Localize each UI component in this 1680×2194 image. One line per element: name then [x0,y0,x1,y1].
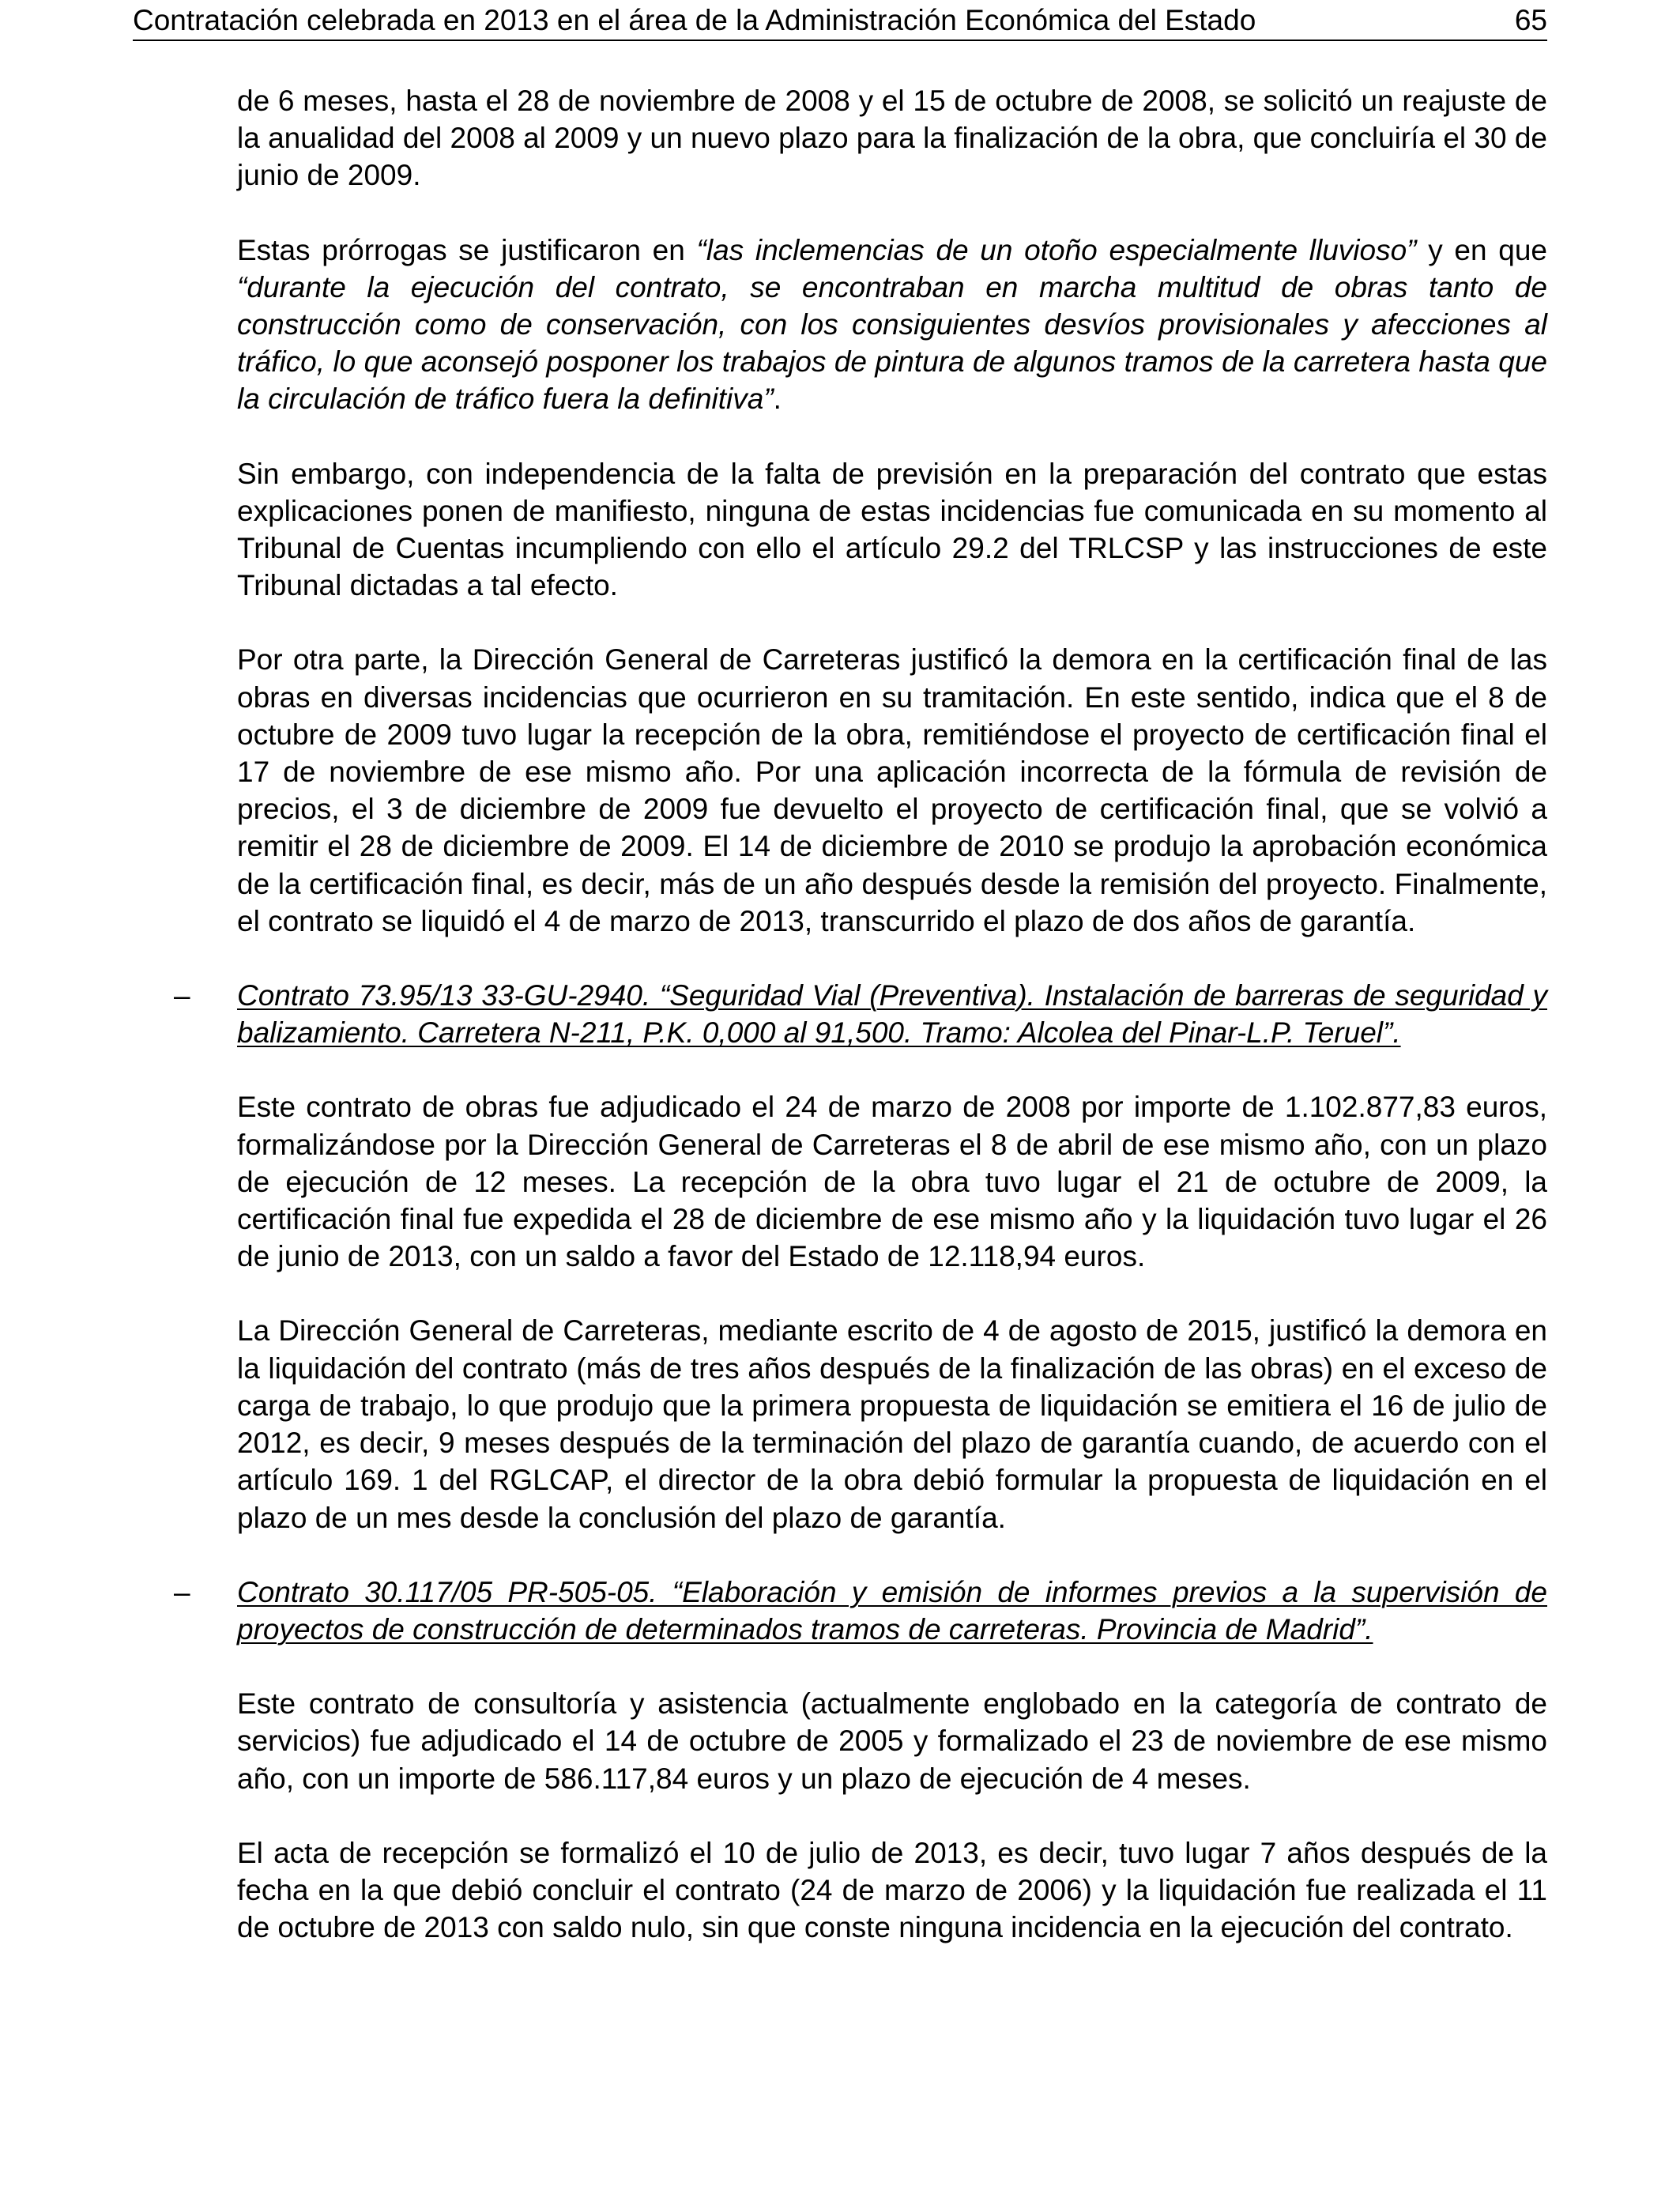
justification-connector: y en que [1416,233,1548,266]
contract-item-gu-2940 [174,977,1547,1051]
dash-bullet: – [174,1575,190,1608]
contract-title-pr-505-05: Contrato 30.117/05 PR-505-05. “Elaboración y emisión de informes previos a la supervisión de proyectos de construcción de determinados tramos de carreteras. Provincia de Madrid”. [237,1575,1547,1646]
paragraph-final-certification-delay: Por otra parte, la Dirección General de Carreteras justificó la demora en la certificación final de las obras en diversas incidencias que ocurrieron en su tramitación. En este sentido, indica que el 8 de octubre de 2009 tuvo lugar la recepción de la obra, remitiéndose el proyecto de certificación final el 17 de noviembre de ese mismo año. Por una aplicación incorrecta de la fórmula de revisión de precios, el 3 de diciembre de 2009 fue devuelto el proyecto de certificación final, que se volvió a remitir el 28 de diciembre de 2009. El 14 de diciembre de 2010 se produjo la aprobación económica de la certificación final, es decir, más de un año después desde la remisión del proyecto. Finalmente, el contrato se liquidó el 4 de marzo de 2013, transcurrido el plazo de dos años de garantía. [237,643,1547,937]
paragraph-contract-pr-505-05-reception: El acta de recepción se formalizó el 10 de julio de 2013, es decir, tuvo lugar 7 años después de la fecha en la que debió concluir el contrato (24 de marzo de 2006) y la liquidación fue realizada el 11 de octubre de 2013 con saldo nulo, sin que conste ninguna incidencia en la ejecución del contrato. [237,1836,1547,1944]
contract-item-pr-505-05 [174,1574,1547,1648]
running-header [133,0,1547,41]
document-body [174,82,1548,1946]
paragraph-contract-gu-2940-liquidation-delay: La Dirección General de Carreteras, mediante escrito de 4 de agosto de 2015, justificó la demora en la liquidación del contrato (más de tres años después de la finalización de las obras) en el exceso de carga de trabajo, lo que produjo que la primera propuesta de liquidación se emitiera el 16 de julio de 2012, es decir, 9 meses después de la terminación del plazo de garantía cuando, de acuerdo con el artículo 169. 1 del RGLCAP, el director de la obra debió formular la propuesta de liquidación en el plazo de un mes desde la conclusión del plazo de garantía. [237,1314,1547,1534]
paragraph-extension-justification [237,232,1547,418]
page-number: 65 [1514,4,1547,36]
paragraph-incidents-not-reported: Sin embargo, con independencia de la falta de previsión en la preparación del contrato que estas explicaciones ponen de manifiesto, ninguna de estas incidencias fue comunicada en su momento al Tribunal de Cuentas incumpliendo con ello el artículo 29.2 del TRLCSP y las instrucciones de este Tribunal dictadas a tal efecto. [237,457,1547,602]
paragraph-contract-pr-505-05-details: Este contrato de consultoría y asistencia (actualmente englobado en la categoría de contrato de servicios) fue adjudicado el 14 de octubre de 2005 y formalizado el 23 de noviembre de ese mismo año, con un importe de 586.117,84 euros y un plazo de ejecución de 4 meses. [237,1687,1547,1795]
header-title: Contratación celebrada en 2013 en el área de la Administración Económica del Estado [133,4,1256,36]
justification-end: . [773,383,782,416]
justification-intro: Estas prórrogas se justificaron en [237,233,697,266]
paragraph-extension-request: de 6 meses, hasta el 28 de noviembre de 2008 y el 15 de octubre de 2008, se solicitó un reajuste de la anualidad del 2008 al 2009 y un nuevo plazo para la finalización de la obra, que concluiría el 30 de junio de 2009. [237,85,1547,192]
paragraph-contract-gu-2940-details: Este contrato de obras fue adjudicado el 24 de marzo de 2008 por importe de 1.102.877,83 euros, formalizándose por la Dirección General de Carreteras el 8 de abril de ese mismo año, con un plazo de ejecución de 12 meses. La recepción de la obra tuvo lugar el 21 de octubre de 2009, la certificación final fue expedida el 28 de diciembre de ese mismo año y la liquidación tuvo lugar el 26 de junio de 2013, con un saldo a favor del Estado de 12.118,94 euros. [237,1091,1547,1273]
dash-bullet: – [174,979,190,1012]
contract-title-gu-2940: Contrato 73.95/13 33-GU-2940. “Seguridad Vial (Preventiva). Instalación de barreras de seguridad y balizamiento. Carretera N-211, P.K. 0,000 al 91,500. Tramo: Alcolea del Pinar-L.P. Teruel”. [237,979,1547,1050]
quote-works-in-progress: “durante la ejecución del contrato, se encontraban en marcha multitud de obras tanto de construcción como de conservación, con los consiguientes desvíos provisionales y afecciones al tráfico, lo que aconsejó posponer los trabajos de pintura de algunos tramos de la carretera hasta que la circulación de tráfico fuera la definitiva” [237,270,1547,416]
quote-rainy-autumn: “las inclemencias de un otoño especialmente lluvioso” [696,233,1417,266]
